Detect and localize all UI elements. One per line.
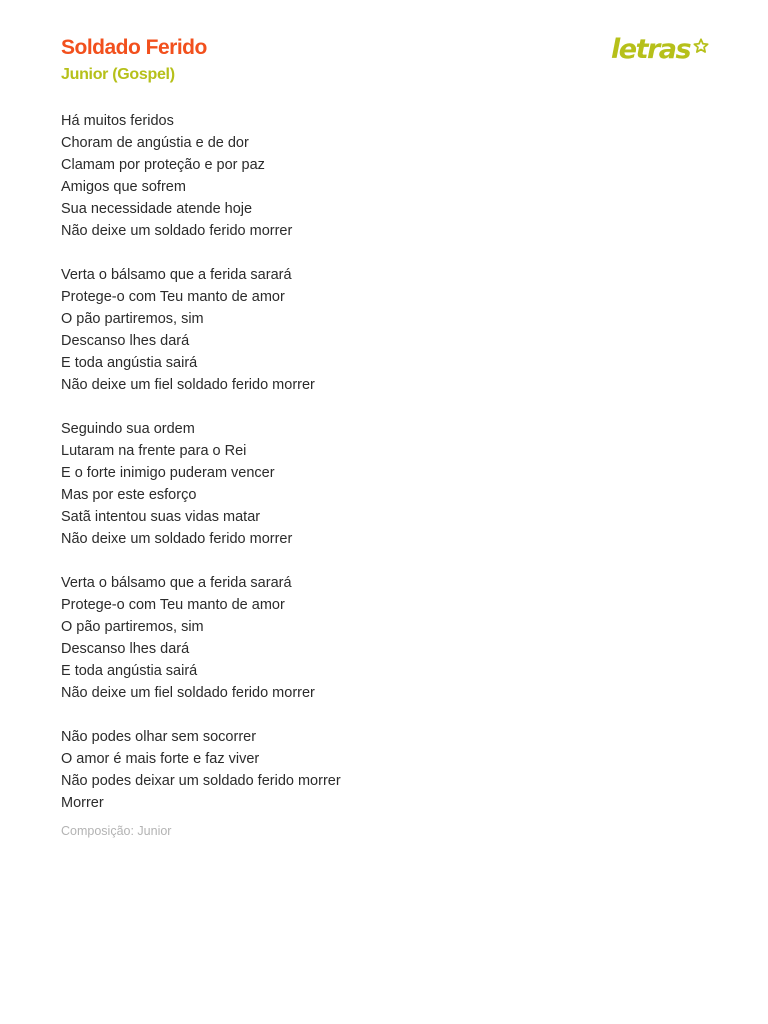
lyric-line: Clamam por proteção e por paz	[61, 157, 265, 173]
lyric-line: Não deixe um soldado ferido morrer	[61, 223, 293, 239]
lyric-line: Não podes olhar sem socorrer	[61, 729, 257, 745]
lyric-line: Não deixe um fiel soldado ferido morrer	[61, 377, 315, 393]
lyric-line: E toda angústia sairá	[61, 663, 198, 679]
lyric-line: Mas por este esforço	[61, 487, 197, 503]
lyric-line: Descanso lhes dará	[61, 641, 190, 657]
lyric-line: E toda angústia sairá	[61, 355, 198, 371]
lyric-line: Amigos que sofrem	[61, 179, 186, 195]
lyric-line: Não podes deixar um soldado ferido morrer	[61, 773, 341, 789]
logo-wordmark: letras	[611, 34, 691, 65]
lyric-line: O pão partiremos, sim	[61, 619, 204, 635]
lyric-line: Protege-o com Teu manto de amor	[61, 289, 285, 305]
lyric-line: O pão partiremos, sim	[61, 311, 204, 327]
lyrics-stanza	[61, 572, 721, 704]
lyric-line: Morrer	[61, 795, 104, 811]
lyrics-stanza	[61, 110, 721, 242]
lyrics-body	[61, 110, 721, 836]
lyric-line: O amor é mais forte e faz viver	[61, 751, 260, 767]
lyric-line: Choram de angústia e de dor	[61, 135, 249, 151]
lyric-line: E o forte inimigo puderam vencer	[61, 465, 275, 481]
lyric-line: Descanso lhes dará	[61, 333, 190, 349]
lyric-line: Verta o bálsamo que a ferida sarará	[61, 267, 292, 283]
lyric-line: Sua necessidade atende hoje	[61, 201, 253, 217]
star-icon	[693, 38, 709, 54]
lyrics-stanza	[61, 264, 721, 396]
artist-name: Junior (Gospel)	[61, 66, 175, 83]
composer-credit: Composição: Junior	[61, 824, 172, 838]
song-title: Soldado Ferido	[61, 36, 207, 59]
lyrics-stanza	[61, 726, 721, 814]
lyrics-stanza	[61, 418, 721, 550]
lyric-line: Verta o bálsamo que a ferida sarará	[61, 575, 292, 591]
lyric-line: Lutaram na frente para o Rei	[61, 443, 247, 459]
lyric-line: Protege-o com Teu manto de amor	[61, 597, 285, 613]
lyric-line: Não deixe um soldado ferido morrer	[61, 531, 293, 547]
lyric-line: Seguindo sua ordem	[61, 421, 195, 437]
lyric-line: Há muitos feridos	[61, 113, 174, 129]
lyric-line: Satã intentou suas vidas matar	[61, 509, 261, 525]
letras-logo	[611, 32, 711, 70]
lyric-line: Não deixe um fiel soldado ferido morrer	[61, 685, 315, 701]
